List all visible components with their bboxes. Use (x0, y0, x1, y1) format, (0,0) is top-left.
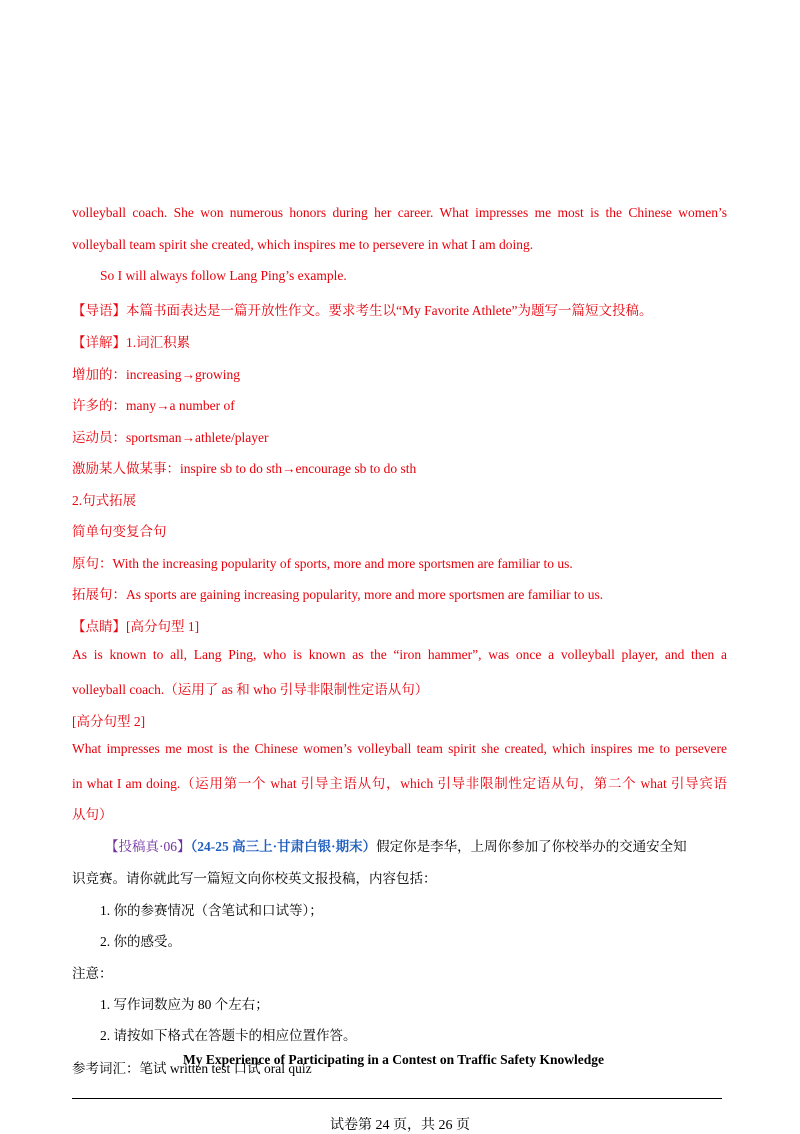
note-1: 1. 写作词数应为 80 个左右； (100, 997, 269, 1012)
notes-label: 注意： (72, 966, 113, 981)
highlight2-header: [高分句型 2] (72, 714, 146, 729)
highlight1-line-2: volleyball coach.（运用了 as 和 who 引导非限制性定语从句） (72, 682, 429, 697)
page-footer: 试卷第 24 页，共 26 页 (330, 1118, 470, 1133)
answer-line-3: So I will always follow Lang Ping’s example. (100, 268, 347, 283)
task-item-1: 1. 你的参赛情况（含笔试和口试等）； (100, 903, 323, 918)
footer-divider (72, 1098, 722, 1099)
vocab-item: 增加的：increasing→growing (72, 367, 240, 382)
guide-text: 【导语】本篇书面表达是一篇开放性作文。要求考生以“My Favorite Athlete”为题写一篇短文投稿。 (72, 303, 653, 318)
highlight1-line-1: As is known to all, Lang Ping, who is known as the “iron hammer”, was once a volleyball player, and then a (72, 647, 727, 662)
highlight2-line-2: in what I am doing.（运用第一个 what 引导主语从句，which 引导非限制性定语从句，第二个 what 引导宾语 (72, 776, 727, 791)
reference-vocab: 参考词汇：笔试 written test 口试 oral quiz (72, 1061, 312, 1076)
task-tag: 【投稿真·06】 (105, 839, 191, 854)
original-sentence: 原句：With the increasing popularity of sports, more and more sportsmen are familiar to us. (72, 556, 573, 571)
detail-header: 【详解】1.词汇积累 (72, 335, 191, 350)
sentence-header: 2.句式拓展 (72, 493, 137, 508)
essay-title: My Experience of Participating in a Contest on Traffic Safety Knowledge (183, 1052, 604, 1067)
vocab-item: 激励某人做某事：inspire sb to do sth→encourage sb to do sth (72, 461, 417, 476)
note-2: 2. 请按如下格式在答题卡的相应位置作答。 (100, 1028, 357, 1043)
vocab-item: 许多的：many→a number of (72, 398, 235, 413)
highlight2-line-1: What impresses me most is the Chinese women’s volleyball team spirit she created, which inspires me to persevere (72, 741, 727, 756)
task-prompt: 假定你是李华，上周你参加了你校举办的交通安全知 (376, 839, 687, 854)
task-item-2: 2. 你的感受。 (100, 934, 181, 949)
highlight1-header: 【点睛】[高分句型 1] (72, 619, 200, 634)
task-prompt-line-1 (105, 835, 687, 855)
task-source: （24-25 高三上·甘肃白银·期末） (190, 839, 377, 854)
expanded-sentence: 拓展句：As sports are gaining increasing popularity, more and more sportsmen are familiar to us. (72, 587, 604, 602)
answer-line-2: volleyball team spirit she created, which inspires me to persevere in what I am doing. (72, 237, 534, 252)
vocab-item: 运动员：sportsman→athlete/player (72, 430, 269, 445)
answer-line-1: volleyball coach. She won numerous honors during her career. What impresses me most is the Chinese women’s (72, 205, 727, 220)
task-prompt-line-2: 识竞赛。请你就此写一篇短文向你校英文报投稿，内容包括： (72, 871, 437, 886)
highlight2-line-3: 从句） (72, 807, 113, 822)
sentence-sub: 简单句变复合句 (72, 524, 167, 539)
